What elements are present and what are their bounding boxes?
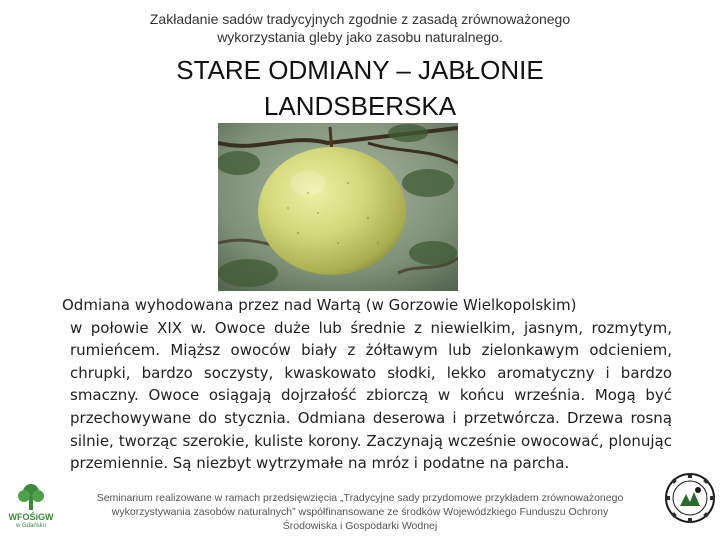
footer-line-2: wykorzystywania zasobów naturalnych” współfinansowane ze środków Wojewódzkiego Funduszu Ochrony [111, 506, 609, 518]
seal-icon [664, 472, 716, 524]
footer-note [80, 491, 640, 533]
subtitle-line-2: wykorzystania gleby jako zasobu naturalnego. [217, 29, 503, 45]
description-paragraph: w połowie XIX w. Owoce duże lub średnie z niewielkim, jasnym, rozmytym, rumieńcem. Miąższ owoców biały z żółtawym lub zielonkawym odcieniem, chrupki, bardzo soczysty, kwaskowato słodki, lekko aromatyczny i bardzo smaczny. Owoce osiągają dojrzałość zbiorczą w końcu września. Mogą być przechowywane do stycznia. Odmiana deserowa i przetwórcza. Drzewa rosną silnie, tworząc szerokie, kuliste korony. Zaczynają wcześnie owocować, plonując przemiennie. Są niezbyt wytrzymałe na mróz i podatne na parcha. [70, 318, 672, 473]
subtitle-line-1: Zakładanie sadów tradycyjnych zgodnie z zasadą zrównoważonego [149, 11, 571, 27]
apple-illustration [218, 123, 458, 291]
footer-line-3: Środowiska i Gospodarki Wodnej [282, 520, 438, 532]
tree-icon [2, 482, 60, 512]
logo-left-subtitle: w Gdańsku [15, 523, 46, 529]
title-line-2: LANDSBERSKA [263, 91, 457, 121]
variety-description [62, 294, 672, 475]
footer-line-1: Seminarium realizowane w ramach przedsięwzięcia „Tradycyjne sady przydomowe przykładem zrównoważonego [96, 492, 624, 504]
title-line-1: STARE ODMIANY – JABŁONIE [176, 55, 544, 85]
page-title [60, 52, 660, 124]
apple-photo [218, 123, 458, 291]
header-subtitle [60, 10, 660, 46]
wfosigw-logo [2, 482, 60, 530]
seal-logo [664, 472, 716, 524]
logo-left-name: WFOŚiGW [8, 512, 54, 522]
description-first-line: Odmiana wyhodowana przez nad Wartą (w Gorzowie Wielkopolskim) [62, 296, 577, 314]
